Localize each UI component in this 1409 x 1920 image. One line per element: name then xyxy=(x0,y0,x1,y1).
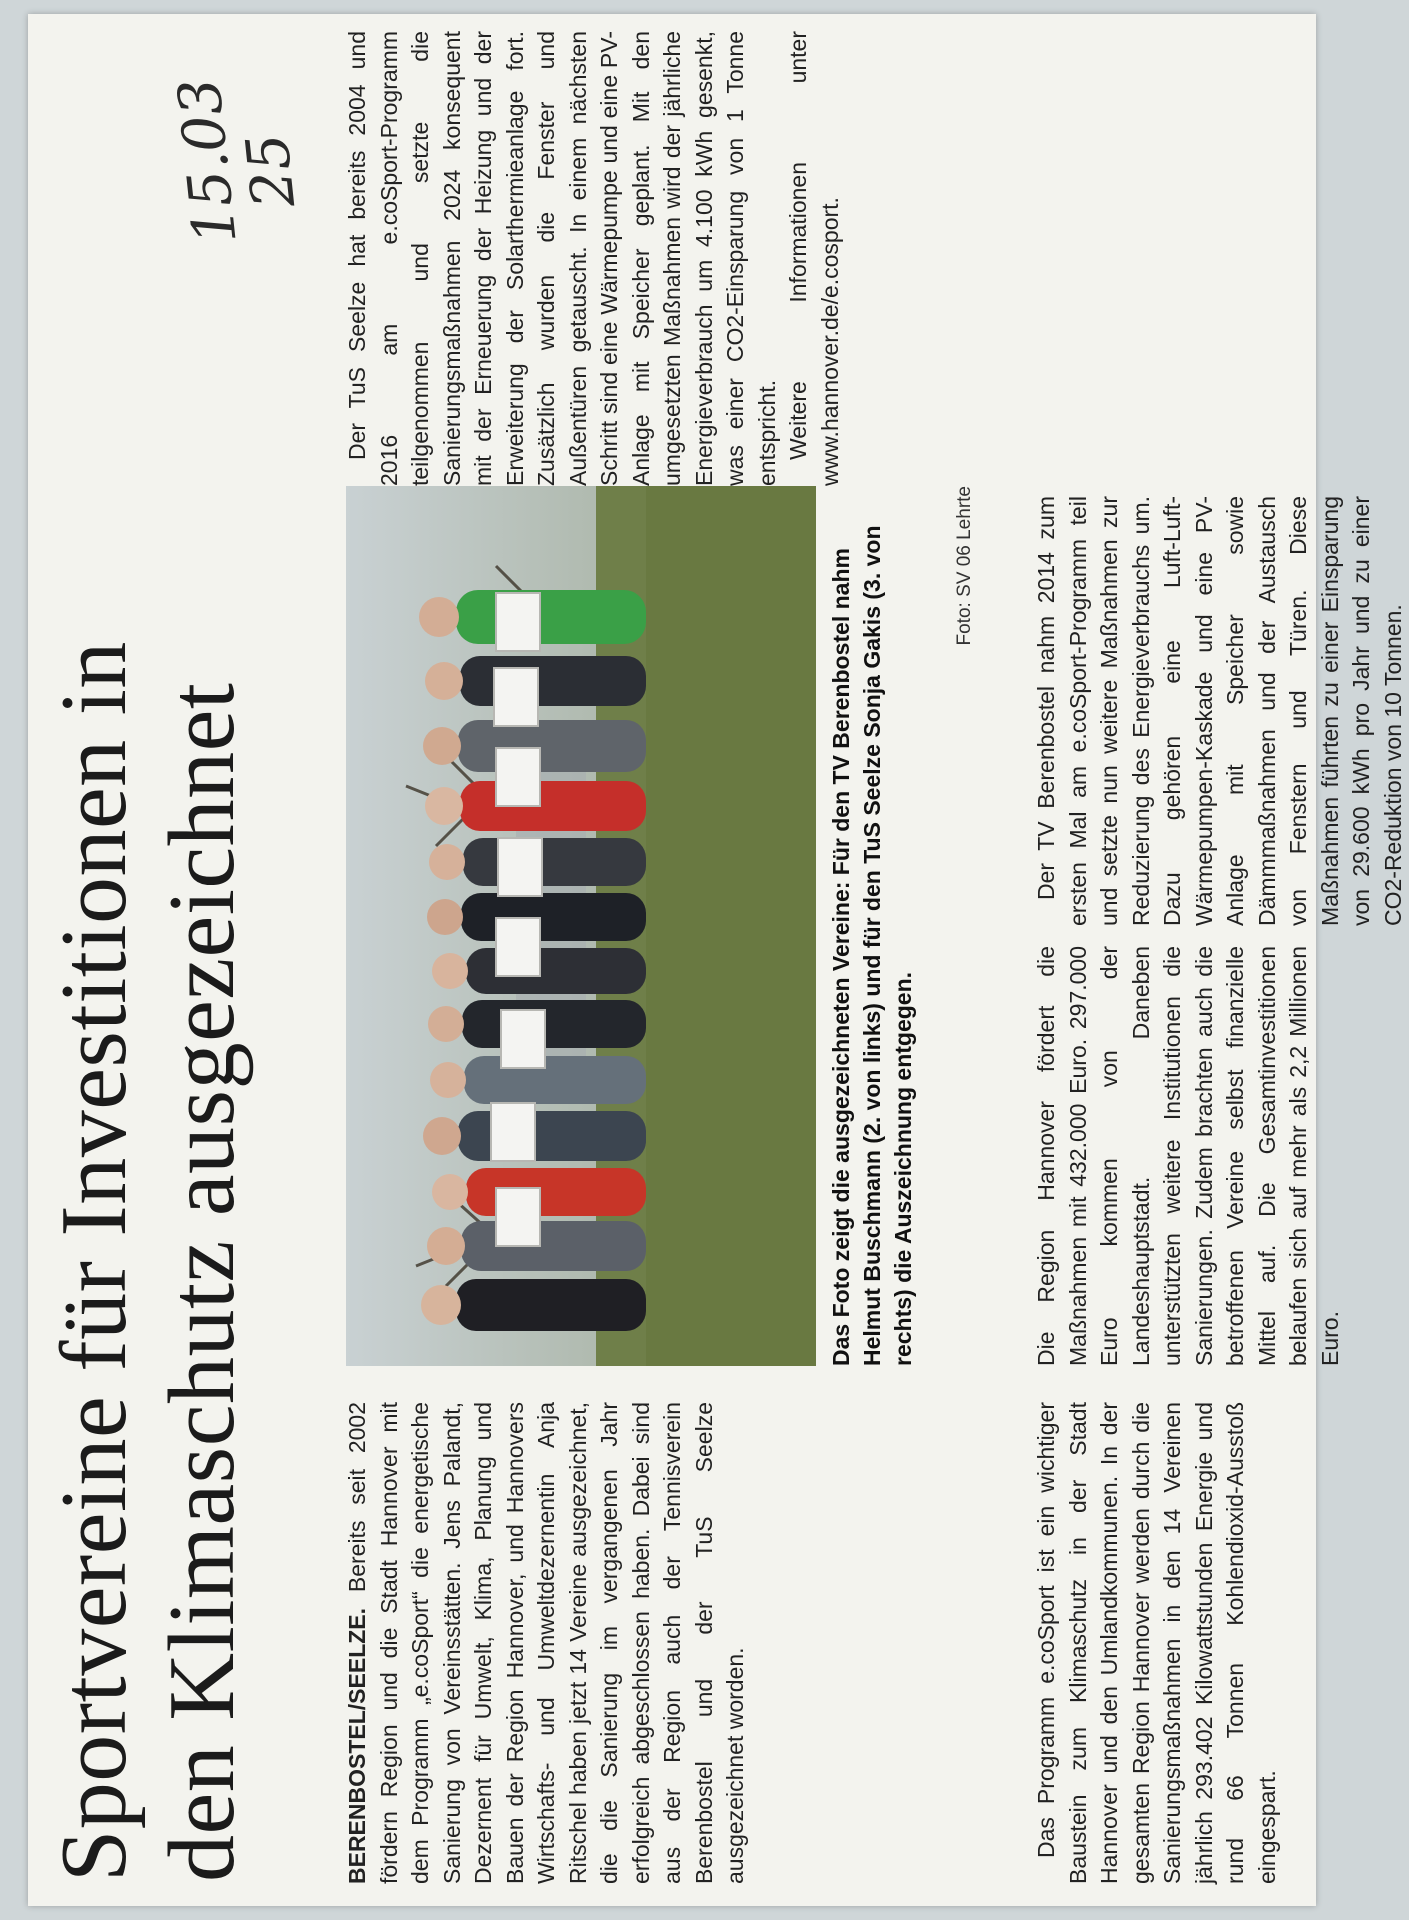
text-column-4 xyxy=(342,31,846,486)
text-column-1 xyxy=(342,1402,752,1884)
headline xyxy=(40,422,256,1882)
photo-credit: Foto: SV 06 Lehrte xyxy=(954,486,975,646)
group-photo xyxy=(346,486,816,1366)
rotated-article xyxy=(28,14,1406,1906)
paragraph-program: Das Programm e.coSport ist ein wichtiger Baustein zum Klimaschutz in der Stadt Hannover und den Umlandkommunen. In der gesamten Region Hannover werden durch die Sanierungsmaßnahmen in den 14 Vereinen jährlich 293.402 Kilowattstunden Energie und rund 66 Tonnen Kohlendioxid-Ausstoß eingespart. xyxy=(1033,1402,1280,1884)
headline-line-2: den Klimaschutz ausgezeichnet xyxy=(150,682,254,1882)
newspaper-clipping xyxy=(28,14,1406,1906)
handwritten-date xyxy=(164,69,309,248)
paragraph-tv-berenbostel: Der TV Berenbostel nahm 2014 zum ersten Mal am e.coSport-Programm teil und setzte nun weitere Maßnahmen zur Reduzierung des Energieverbrauchs um. Dazu gehören eine Luft-Luft-Wärmepumpen-Kaskade und eine PV-Anlage mit Speicher sowie Dämmmaßnahmen und der Austausch von Fenstern und Türen. Diese Maßnahmen führten zu einer Einsparung von 29.600 kWh pro Jahr und zu einer CO2-Reduktion von 10 Tonnen. xyxy=(1033,496,1406,926)
paragraph-intro: Bereits seit 2002 fördern Region und die Stadt Hannover mit dem Programm „e.coSport“ die energetische Sanierung von Vereinsstätten. Jens Palandt, Dezernent für Umwelt, Klima, Planung und Bauen der Region Hannover, und Hannovers Wirtschafts- und Umweltdezernentin Anja Ritschel haben jetzt 14 Vereine ausgezeichnet, die die Sanierung im vergangenen Jahr erfolgreich abgeschlossen haben. Dabei sind aus der Region auch der Tennisverein Berenbostel und der TuS Seelze ausgezeichnet worden. xyxy=(344,1401,748,1884)
handwritten-date-year: 25 xyxy=(232,130,309,212)
dateline: BERENBOSTEL/SEELZE. xyxy=(344,1607,370,1884)
group-photo-illustration xyxy=(346,486,816,1366)
text-column-1-continued xyxy=(1031,1402,1283,1884)
paragraph-funding: Die Region Hannover fördert die Maßnahmen mit 432.000 Euro. 297.000 Euro kommen von der Landeshauptstadt. Daneben unterstützten weitere Institutionen die Sanierungen. Zudem brachten auch die betroffenen Vereine selbst finanzielle Mittel auf. Die Gesamtinvestitionen belaufen sich auf mehr als 2,2 Millionen Euro. xyxy=(1033,946,1343,1366)
text-column-3 xyxy=(1031,496,1409,926)
handwritten-date-day: 15.03 xyxy=(164,75,250,248)
text-column-2 xyxy=(1031,946,1346,1366)
photo-caption: Das Foto zeigt die ausgezeichneten Vereine: Für den TV Berenbostel nahm Helmut Buschmann (2. von links) und für den TuS Seelze Sonja Gakis (3. von rechts) die Auszeichnung entgegen. xyxy=(828,525,916,1366)
headline-line-1: Sportvereine für Investitionen in xyxy=(42,641,146,1882)
paragraph-more-info: Weitere Informationen unter www.hannover.de/e.cosport. xyxy=(785,31,843,486)
paragraph-tus-seelze: Der TuS Seelze hat bereits 2004 und 2016 am e.coSport-Programm teilgenommen und setzte die Sanierungsmaßnahmen 2024 konsequent mit der Erneuerung der Heizung und der Erweiterung der Solarthermieanlage fort. Zusätzlich wurden die Fenster und Außentüren getauscht. In einem nächsten Schritt sind eine Wärmepumpe und eine PV-Anlage mit Speicher geplant. Mit den umgesetzten Maßnahmen wird der jährliche Energieverbrauch um 4.100 kWh gesenkt, was einer CO2-Einsparung von 1 Tonne entspricht. xyxy=(344,31,780,486)
